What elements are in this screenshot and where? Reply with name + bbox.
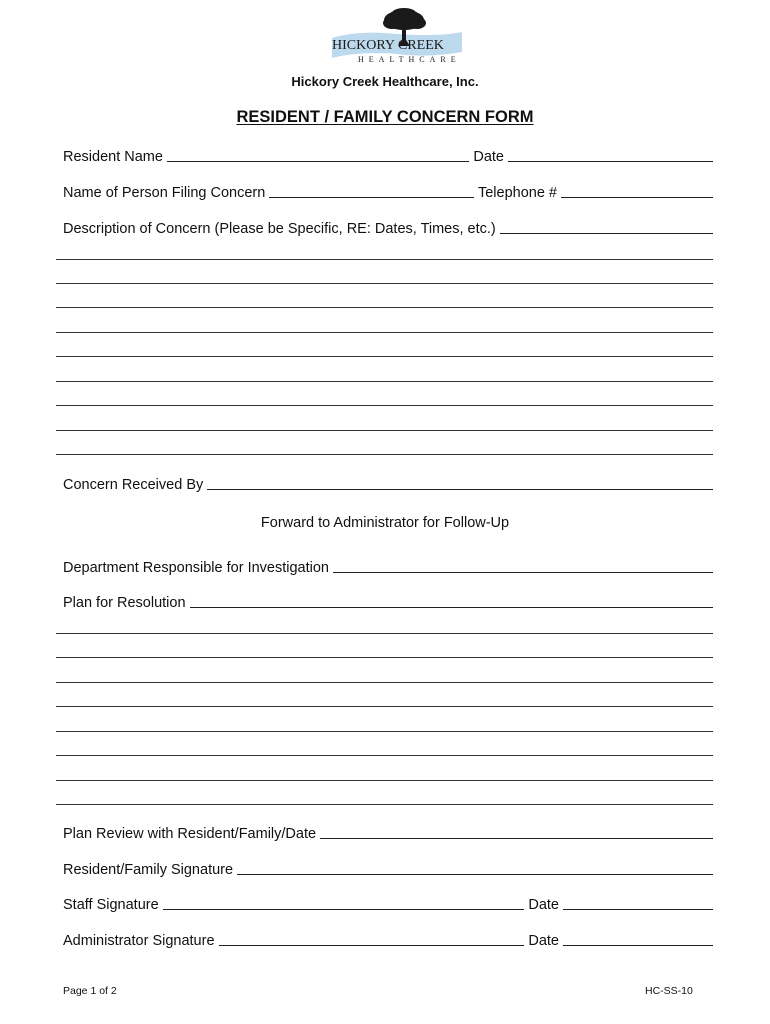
received-by-label: Concern Received By (63, 477, 204, 493)
page-number: Page 1 of 2 (63, 985, 117, 997)
description-line[interactable] (56, 430, 713, 431)
description-line[interactable] (56, 259, 713, 260)
administrator-signature-row (63, 929, 713, 949)
resident-name-row (63, 145, 713, 165)
plan-resolution-label: Plan for Resolution (63, 595, 186, 611)
logo-text-line2: HEALTHCARE (358, 55, 461, 64)
description-line[interactable] (56, 381, 713, 382)
plan-resolution-field[interactable] (190, 606, 713, 608)
received-by-field[interactable] (207, 488, 713, 490)
plan-line[interactable] (56, 755, 713, 756)
description-row (63, 217, 713, 237)
department-row (63, 556, 713, 576)
plan-review-field[interactable] (320, 837, 713, 839)
telephone-field[interactable] (561, 196, 713, 198)
form-code: HC-SS-10 (645, 985, 693, 997)
department-label: Department Responsible for Investigation (63, 560, 329, 576)
administrator-date-field[interactable] (563, 944, 713, 946)
forward-note: Forward to Administrator for Follow-Up (260, 515, 510, 531)
description-line[interactable] (56, 356, 713, 357)
logo-text-line1: HICKORY CREEK (332, 38, 444, 53)
plan-line[interactable] (56, 633, 713, 634)
company-logo (328, 8, 466, 66)
plan-line[interactable] (56, 780, 713, 781)
staff-date-label: Date (528, 897, 559, 913)
company-name: Hickory Creek Healthcare, Inc. (291, 74, 479, 89)
staff-signature-field[interactable] (163, 908, 525, 910)
plan-resolution-row (63, 591, 713, 611)
description-label: Description of Concern (Please be Specific, RE: Dates, Times, etc.) (63, 221, 496, 237)
plan-line[interactable] (56, 682, 713, 683)
description-line[interactable] (56, 307, 713, 308)
person-filing-label: Name of Person Filing Concern (63, 185, 266, 201)
plan-line[interactable] (56, 731, 713, 732)
administrator-signature-label: Administrator Signature (63, 933, 215, 949)
description-line[interactable] (56, 283, 713, 284)
administrator-signature-field[interactable] (219, 944, 525, 946)
received-by-row (63, 473, 713, 493)
resident-name-field[interactable] (167, 160, 469, 162)
department-field[interactable] (333, 571, 713, 573)
plan-line[interactable] (56, 706, 713, 707)
staff-date-field[interactable] (563, 908, 713, 910)
description-line[interactable] (56, 332, 713, 333)
date-field[interactable] (508, 160, 713, 162)
description-line[interactable] (56, 454, 713, 455)
description-field[interactable] (500, 232, 713, 234)
plan-line[interactable] (56, 804, 713, 805)
plan-line[interactable] (56, 657, 713, 658)
telephone-label: Telephone # (477, 185, 557, 201)
resident-family-signature-row (63, 858, 713, 878)
resident-name-label: Resident Name (63, 149, 163, 165)
resident-family-signature-label: Resident/Family Signature (63, 862, 234, 878)
date-label: Date (473, 149, 504, 165)
plan-review-row (63, 822, 713, 842)
staff-signature-row (63, 893, 713, 913)
description-line[interactable] (56, 405, 713, 406)
resident-family-signature-field[interactable] (237, 873, 713, 875)
plan-review-label: Plan Review with Resident/Family/Date (63, 826, 317, 842)
staff-signature-label: Staff Signature (63, 897, 159, 913)
person-filing-field[interactable] (269, 196, 474, 198)
person-filing-row (63, 181, 713, 201)
form-title: RESIDENT / FAMILY CONCERN FORM (236, 108, 534, 126)
administrator-date-label: Date (528, 933, 559, 949)
